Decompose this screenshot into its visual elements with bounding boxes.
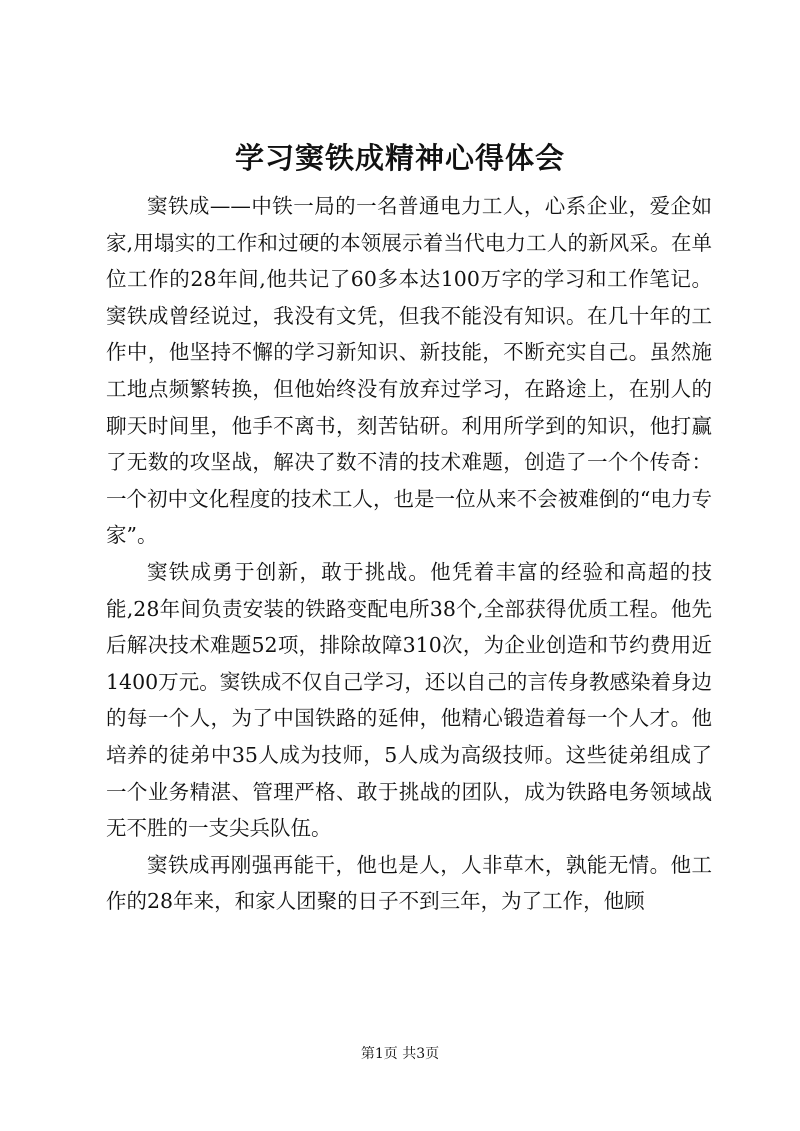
document-body	[106, 188, 712, 920]
paragraph: 窦铁成勇于创新，敢于挑战。他凭着丰富的经验和高超的技能,28年间负责安装的铁路变配电所38个,全部获得优质工程。他先后解决技术难题52项，排除故障310次，为企业创造和节约费用近1400万元。窦铁成不仅自己学习，还以自己的言传身教感染着身边的每一个人，为了中国铁路的延伸，他精心锻造着每一个人才。他培养的徒弟中35人成为技师，5人成为高级技师。这些徒弟组成了一个业务精湛、管理严格、敢于挑战的团队，成为铁路电务领域战无不胜的一支尖兵队伍。	[106, 559, 712, 841]
paragraph: 窦铁成——中铁一局的一名普通电力工人，心系企业，爱企如家,用塌实的工作和过硬的本领展示着当代电力工人的新风采。在单位工作的28年间,他共记了60多本达100万字的学习和工作笔记。窦铁成曾经说过，我没有文凭，但我不能没有知识。在几十年的工作中，他坚持不懈的学习新知识、新技能，不断充实自己。虽然施工地点频繁转换，但他始终没有放弃过学习，在路途上，在别人的聊天时间里，他手不离书，刻苦钻研。利用所学到的知识，他打赢了无数的攻坚战，解决了数不清的技术难题，创造了一个个传奇：一个初中文化程度的技术工人，也是一位从来不会被难倒的“电力专家”。	[106, 194, 712, 548]
page-number-footer: 第1页 共3页	[360, 1046, 440, 1062]
paragraph: 窦铁成再刚强再能干，他也是人，人非草木，孰能无情。他工作的28年来，和家人团聚的日子不到三年，为了工作，他顾	[106, 852, 712, 914]
document-title: 学习窦铁成精神心得体会	[234, 141, 565, 175]
